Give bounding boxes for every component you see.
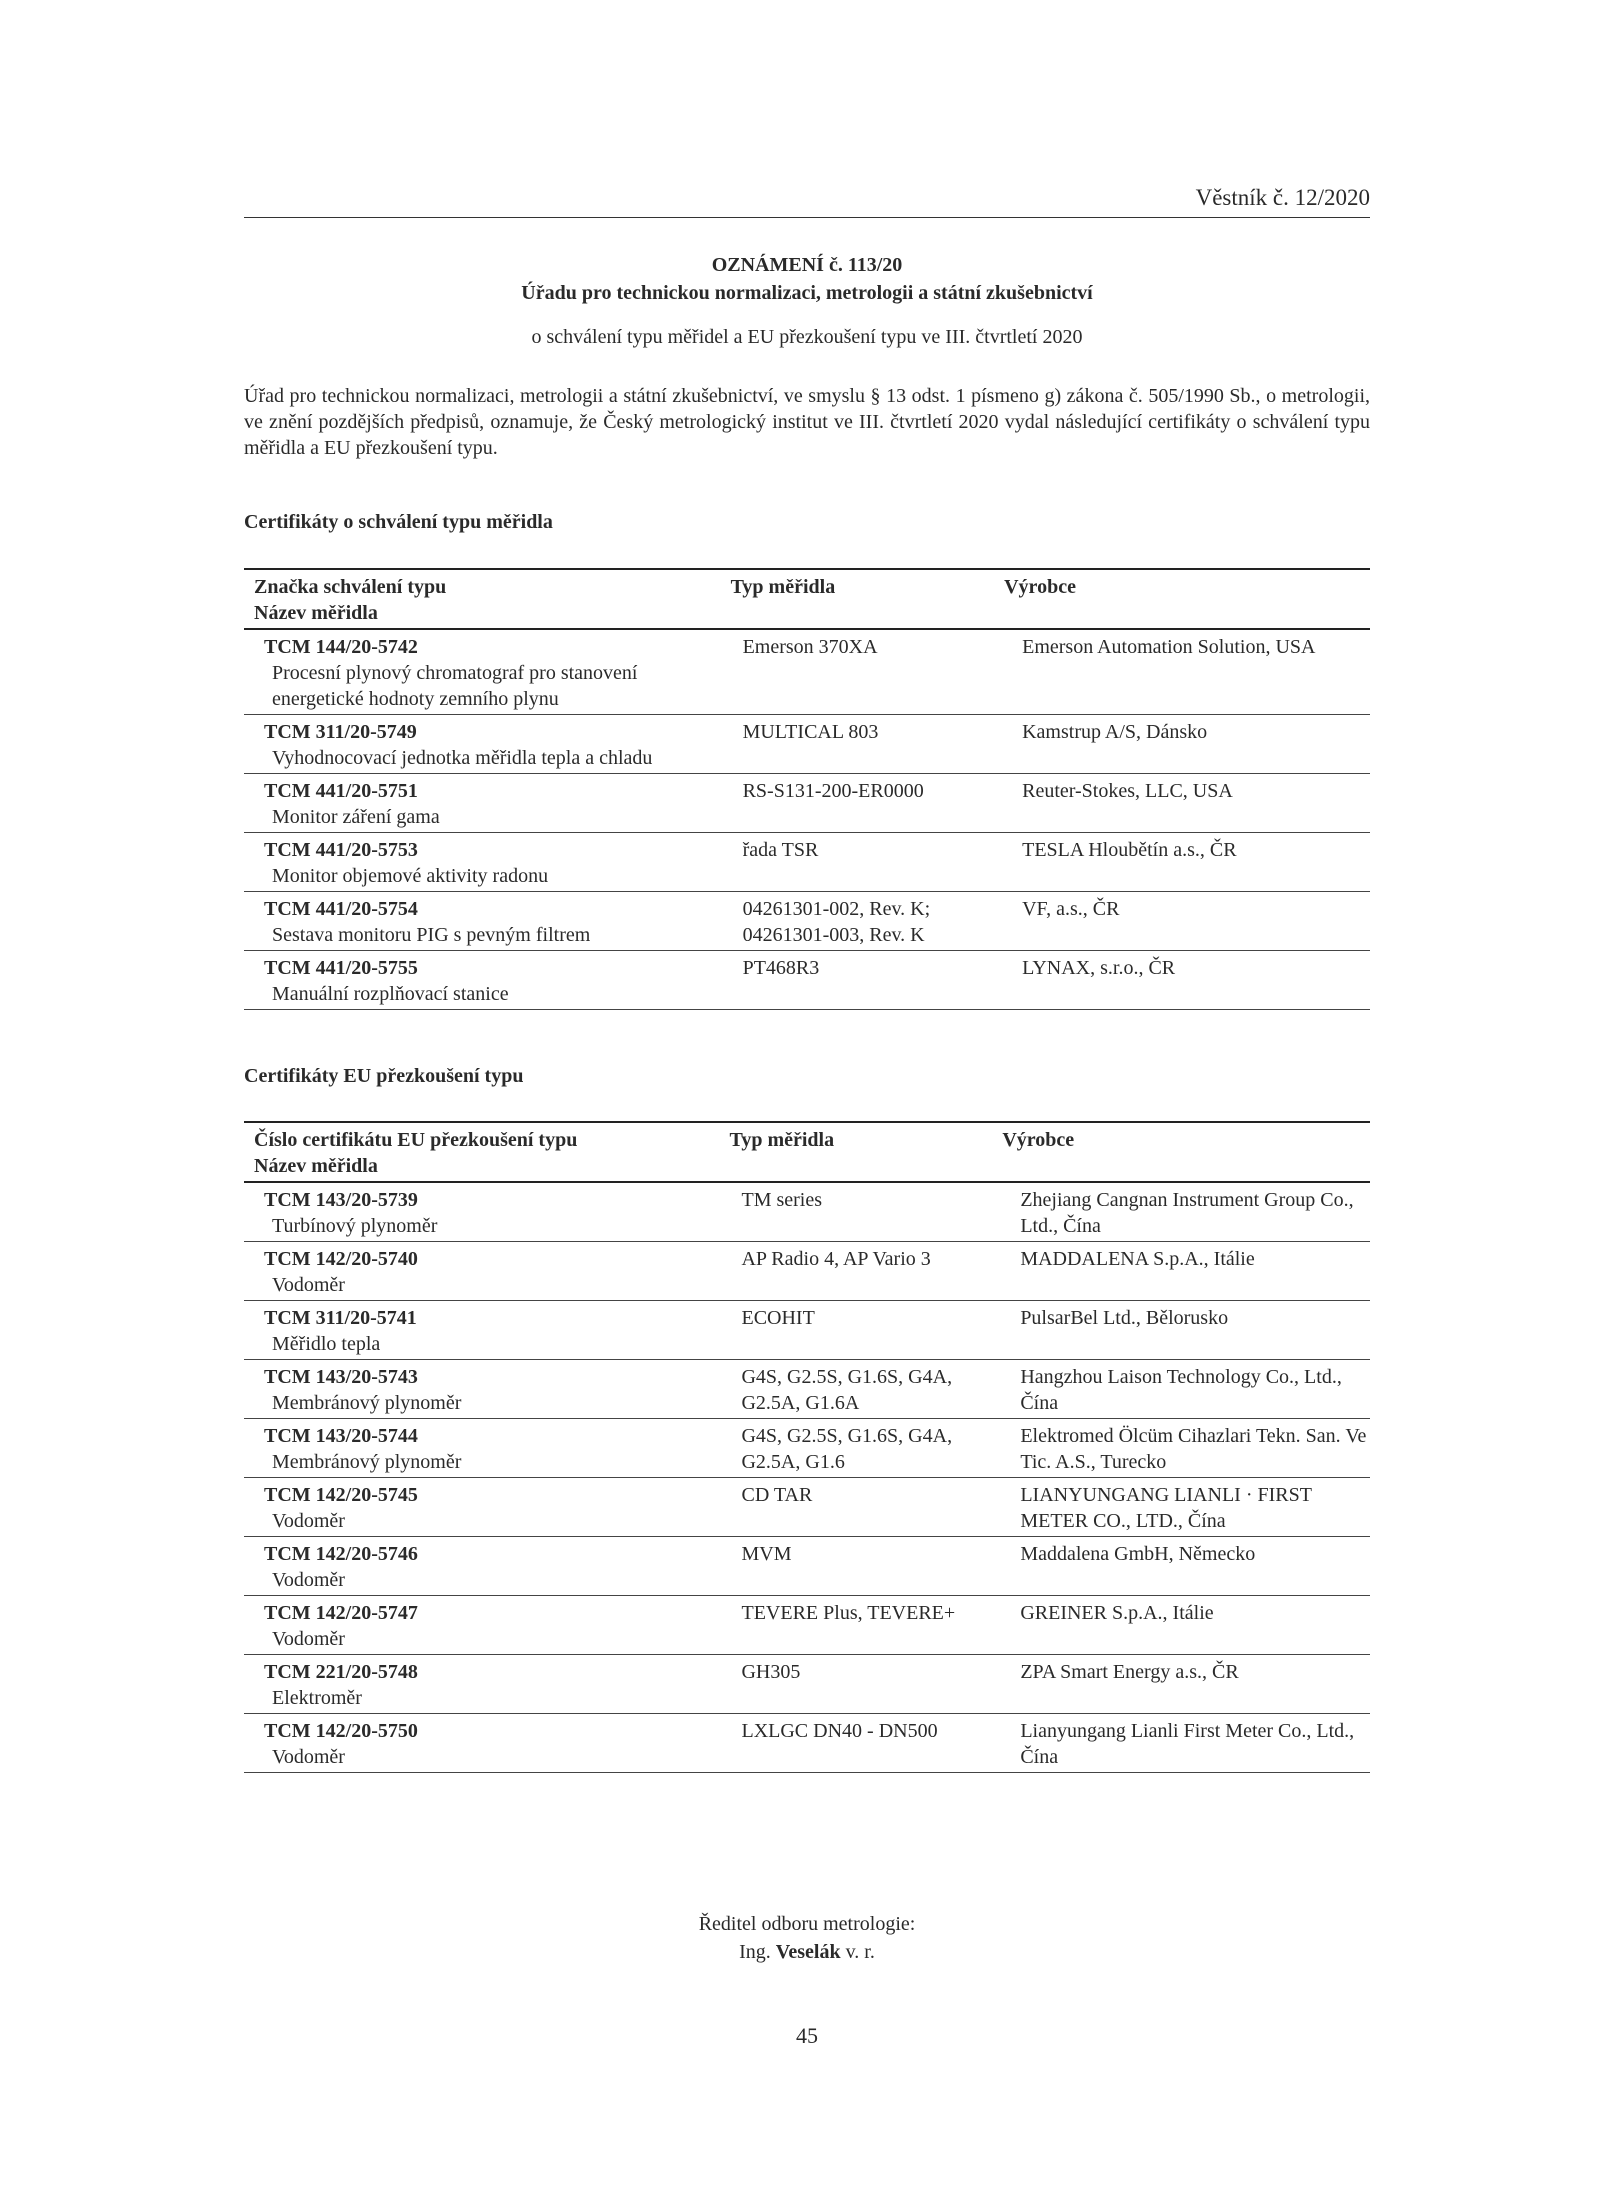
instrument-type: MULTICAL 803: [742, 721, 879, 743]
certificate-code: TCM 221/20-5748: [264, 1661, 418, 1683]
certificate-code: TCM 143/20-5744: [264, 1425, 418, 1447]
certificate-code: TCM 144/20-5742: [264, 636, 418, 658]
cell-code-name: [244, 1478, 729, 1537]
header-col1: [244, 569, 731, 629]
instrument-name: Elektroměr: [272, 1687, 362, 1709]
section1-title: Certifikáty o schválení typu měřidla: [244, 511, 553, 533]
instrument-name: Vodoměr: [272, 1569, 345, 1591]
intro-paragraph: Úřad pro technickou normalizaci, metrologii a státní zkušebnictví, ve smyslu § 13 odst. 1 písmeno g) zákona č. 505/1990 Sb., o metrologii, ve znění pozdějších předpisů, oznamuje, že Český metrologický institut ve III. čtvrtletí 2020 vydal následující certifikáty o schválení typu měřidla a EU přezkoušení typu.: [244, 385, 1370, 459]
table-row: [244, 774, 1370, 833]
manufacturer: GREINER S.p.A., Itálie: [1020, 1602, 1214, 1624]
header-col1-line2: Název měřidla: [254, 602, 378, 624]
document-subject: o schválení typu měřidel a EU přezkoušení typu ve III. čtvrtletí 2020: [531, 326, 1083, 348]
instrument-name: Turbínový plynoměr: [272, 1215, 438, 1237]
table-row: [244, 951, 1370, 1010]
cell-code-name: [244, 774, 731, 833]
certificate-code: TCM 142/20-5746: [264, 1543, 418, 1565]
instrument-name: Monitor záření gama: [272, 806, 440, 828]
table-row: [244, 629, 1370, 715]
manufacturer: TESLA Hloubětín a.s., ČR: [1022, 839, 1237, 861]
certificate-code: TCM 142/20-5750: [264, 1720, 418, 1742]
instrument-type: CD TAR: [741, 1484, 813, 1506]
certificate-code: TCM 311/20-5741: [264, 1307, 417, 1329]
instrument-name: Monitor objemové aktivity radonu: [272, 865, 549, 887]
header-col1-line1: Číslo certifikátu EU přezkoušení typu: [254, 1129, 578, 1151]
certificate-code: TCM 441/20-5753: [264, 839, 418, 861]
manufacturer: Emerson Automation Solution, USA: [1022, 636, 1316, 658]
instrument-name: Sestava monitoru PIG s pevným filtrem: [272, 924, 591, 946]
instrument-type: PT468R3: [742, 957, 820, 979]
manufacturer: Lianyungang Lianli First Meter Co., Ltd., Čína: [1020, 1720, 1355, 1768]
manufacturer: Reuter-Stokes, LLC, USA: [1022, 780, 1233, 802]
cell-code-name: [244, 1242, 729, 1301]
table-row: [244, 1182, 1370, 1242]
instrument-type: RS-S131-200-ER0000: [742, 780, 924, 802]
cell-code-name: [244, 892, 731, 951]
table-row: [244, 892, 1370, 951]
instrument-name: Vodoměr: [272, 1510, 345, 1532]
manufacturer: LIANYUNGANG LIANLI · FIRST METER CO., LTD., Čína: [1020, 1484, 1312, 1532]
cell-code-name: [244, 629, 731, 715]
manufacturer: Elektromed Ölcüm Cihazlari Tekn. San. Ve Tic. A.S., Turecko: [1020, 1425, 1367, 1473]
manufacturer: ZPA Smart Energy a.s., ČR: [1020, 1661, 1239, 1683]
instrument-type: řada TSR: [742, 839, 819, 861]
certificate-code: TCM 142/20-5740: [264, 1248, 418, 1270]
instrument-name: Vodoměr: [272, 1628, 345, 1650]
instrument-name: Vodoměr: [272, 1746, 345, 1768]
instrument-type: GH305: [741, 1661, 801, 1683]
manufacturer: PulsarBel Ltd., Bělorusko: [1020, 1307, 1229, 1329]
instrument-name: Manuální rozplňovací stanice: [272, 983, 509, 1005]
manufacturer: LYNAX, s.r.o., ČR: [1022, 957, 1176, 979]
document-title: OZNÁMENÍ č. 113/20: [711, 254, 903, 276]
signature-title: Ředitel odboru metrologie:: [698, 1913, 916, 1935]
title-block: [244, 251, 1370, 351]
table-row: [244, 1419, 1370, 1478]
manufacturer: Maddalena GmbH, Německo: [1020, 1543, 1256, 1565]
table-row: [244, 1655, 1370, 1714]
header-col2: Typ měřidla: [729, 1129, 835, 1151]
certificate-code: TCM 441/20-5755: [264, 957, 418, 979]
signature-suffix: v. r.: [845, 1941, 875, 1963]
instrument-type: MVM: [741, 1543, 792, 1565]
certificate-code: TCM 142/20-5745: [264, 1484, 418, 1506]
cell-code-name: [244, 715, 731, 774]
table-header-row: [244, 569, 1370, 629]
cell-code-name: [244, 1301, 729, 1360]
manufacturer: Kamstrup A/S, Dánsko: [1022, 721, 1208, 743]
section1-body: [244, 629, 1370, 1010]
document-subtitle: Úřadu pro technickou normalizaci, metrologii a státní zkušebnictví: [521, 282, 1093, 304]
cell-code-name: [244, 1360, 729, 1419]
header-col1: [244, 1122, 729, 1182]
instrument-name: Vodoměr: [272, 1274, 345, 1296]
table-header-row: [244, 1122, 1370, 1182]
certificate-code: TCM 441/20-5754: [264, 898, 418, 920]
cell-code-name: [244, 1714, 729, 1773]
cell-code-name: [244, 1419, 729, 1478]
manufacturer: MADDALENA S.p.A., Itálie: [1020, 1248, 1255, 1270]
section1-table: [244, 568, 1370, 1010]
journal-header: Věstník č. 12/2020: [244, 185, 1370, 218]
instrument-type: TEVERE Plus, TEVERE+: [741, 1602, 956, 1624]
signature-prefix: Ing.: [739, 1941, 771, 1963]
header-col1-line1: Značka schválení typu: [254, 576, 447, 598]
table-row: [244, 1360, 1370, 1419]
instrument-name: Membránový plynoměr: [272, 1392, 462, 1414]
instrument-name: Měřidlo tepla: [272, 1333, 381, 1355]
header-col2: Typ měřidla: [730, 576, 836, 598]
instrument-type: G4S, G2.5S, G1.6S, G4A, G2.5A, G1.6: [741, 1425, 953, 1473]
section2-body: [244, 1182, 1370, 1773]
manufacturer: Hangzhou Laison Technology Co., Ltd., Čína: [1020, 1366, 1342, 1414]
certificate-code: TCM 441/20-5751: [264, 780, 418, 802]
cell-code-name: [244, 1655, 729, 1714]
cell-code-name: [244, 951, 731, 1010]
table-row: [244, 1478, 1370, 1537]
table-row: [244, 1714, 1370, 1773]
cell-code-name: [244, 1537, 729, 1596]
instrument-type: AP Radio 4, AP Vario 3: [741, 1248, 931, 1270]
instrument-type: TM series: [741, 1189, 823, 1211]
cell-code-name: [244, 833, 731, 892]
certificate-code: TCM 142/20-5747: [264, 1602, 418, 1624]
certificate-code: TCM 311/20-5749: [264, 721, 417, 743]
page-number: 45: [796, 2023, 818, 2048]
table-row: [244, 1537, 1370, 1596]
certificate-code: TCM 143/20-5743: [264, 1366, 418, 1388]
header-col3: Výrobce: [1002, 1129, 1075, 1151]
instrument-name: Procesní plynový chromatograf pro stanovení energetické hodnoty zemního plynu: [272, 662, 638, 710]
manufacturer: VF, a.s., ČR: [1022, 898, 1120, 920]
table-row: [244, 715, 1370, 774]
header-col1-line2: Název měřidla: [254, 1155, 378, 1177]
section2-table: [244, 1121, 1370, 1773]
instrument-type: ECOHIT: [741, 1307, 815, 1329]
cell-code-name: [244, 1596, 729, 1655]
certificate-code: TCM 143/20-5739: [264, 1189, 418, 1211]
signature-name: Veselák: [775, 1941, 841, 1963]
instrument-name: Membránový plynoměr: [272, 1451, 462, 1473]
instrument-type: Emerson 370XA: [742, 636, 878, 658]
table-row: [244, 833, 1370, 892]
header-col3: Výrobce: [1004, 576, 1076, 598]
table-row: [244, 1596, 1370, 1655]
instrument-name: Vyhodnocovací jednotka měřidla tepla a chladu: [272, 747, 653, 769]
instrument-type: 04261301-002, Rev. K; 04261301-003, Rev. K: [742, 898, 931, 946]
signature-name-line: [244, 1938, 1370, 1966]
table-row: [244, 1301, 1370, 1360]
instrument-type: G4S, G2.5S, G1.6S, G4A, G2.5A, G1.6A: [741, 1366, 953, 1414]
signature-block: [244, 1910, 1370, 1966]
cell-code-name: [244, 1182, 729, 1242]
manufacturer: Zhejiang Cangnan Instrument Group Co., Ltd., Čína: [1020, 1189, 1354, 1237]
instrument-type: LXLGC DN40 - DN500: [741, 1720, 938, 1742]
section2-title: Certifikáty EU přezkoušení typu: [244, 1065, 524, 1087]
table-row: [244, 1242, 1370, 1301]
